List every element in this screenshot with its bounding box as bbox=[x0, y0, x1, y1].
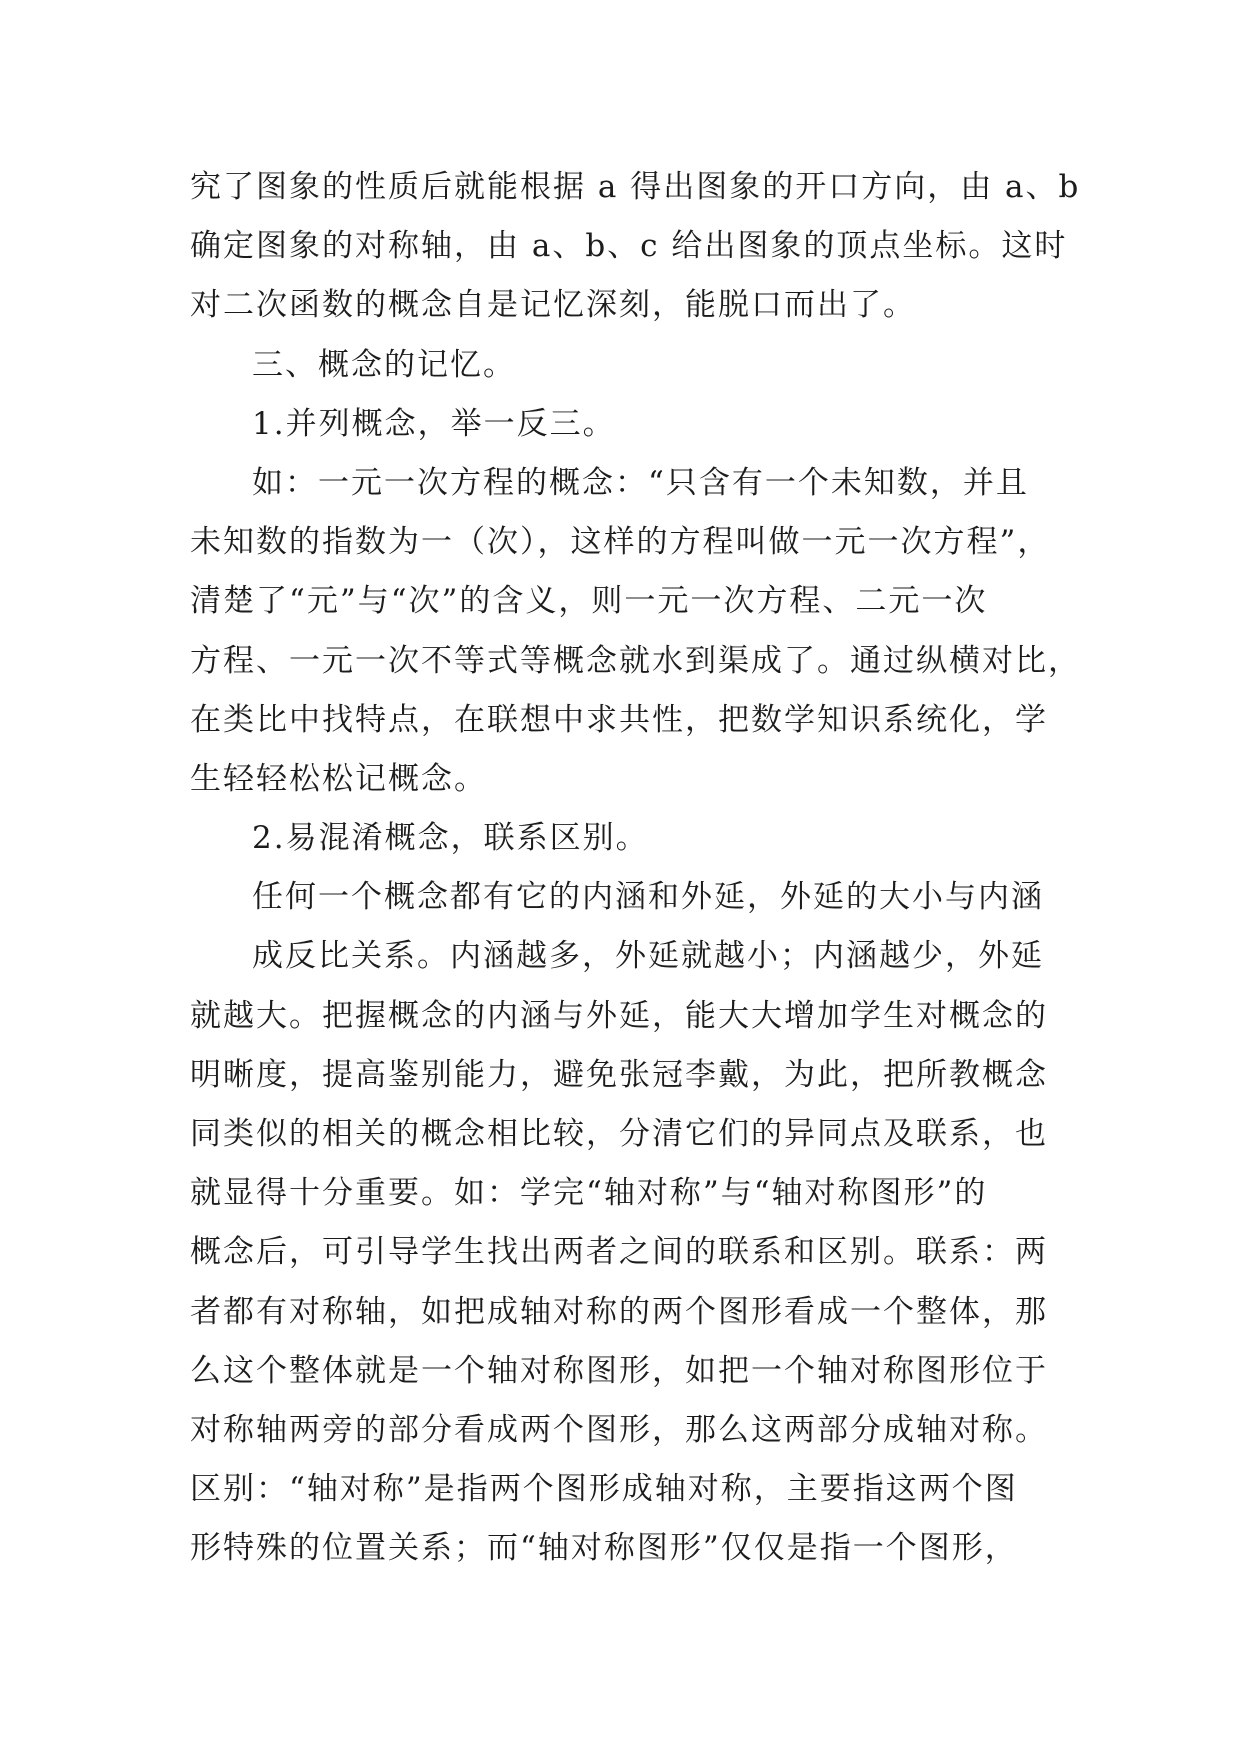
text-line: 1.并列概念，举一反三。 bbox=[252, 405, 616, 442]
text-line: 形特殊的位置关系；而“轴对称图形”仅仅是指一个图形， bbox=[190, 1530, 1018, 1567]
text-line: 区别：“轴对称”是指两个图形成轴对称，主要指这两个图 bbox=[190, 1471, 1018, 1508]
text-line: 清楚了“元”与“次”的含义，则一元一次方程、二元一次 bbox=[190, 583, 988, 620]
text-line: 对称轴两旁的部分看成两个图形，那么这两部分成轴对称。 bbox=[190, 1411, 1048, 1448]
text-line: 对二次函数的概念自是记忆深刻，能脱口而出了。 bbox=[190, 287, 916, 324]
text-line: 2.易混淆概念，联系区别。 bbox=[252, 820, 649, 857]
text-line: 方程、一元一次不等式等概念就水到渠成了。通过纵横对比， bbox=[190, 642, 1081, 679]
text-line: 概念后，可引导学生找出两者之间的联系和区别。联系：两 bbox=[190, 1234, 1048, 1271]
text-line: 就越大。把握概念的内涵与外延，能大大增加学生对概念的 bbox=[190, 997, 1048, 1034]
text-line: 确定图象的对称轴，由 a、b、c 给出图象的顶点坐标。这时 bbox=[190, 228, 1068, 265]
text-line: 生轻轻松松记概念。 bbox=[190, 760, 487, 797]
text-line: 在类比中找特点，在联想中求共性，把数学知识系统化，学 bbox=[190, 701, 1048, 738]
text-line: 任何一个概念都有它的内涵和外延，外延的大小与内涵 bbox=[252, 879, 1044, 916]
text-line: 么这个整体就是一个轴对称图形，如把一个轴对称图形位于 bbox=[190, 1352, 1048, 1389]
text-line: 三、概念的记忆。 bbox=[252, 346, 516, 383]
text-line: 就显得十分重要。如：学完“轴对称”与“轴对称图形”的 bbox=[190, 1175, 988, 1212]
text-line: 如：一元一次方程的概念：“只含有一个未知数，并且 bbox=[252, 464, 1029, 501]
document-body bbox=[190, 158, 1081, 1579]
text-line: 成反比关系。内涵越多，外延就越小；内涵越少，外延 bbox=[252, 938, 1044, 975]
text-line: 未知数的指数为一（次），这样的方程叫做一元一次方程”， bbox=[190, 524, 1051, 561]
text-line: 究了图象的性质后就能根据 a 得出图象的开口方向，由 a、b bbox=[190, 169, 1081, 205]
text-line: 明晰度，提高鉴别能力，避免张冠李戴，为此，把所教概念 bbox=[190, 1056, 1048, 1093]
text-line: 者都有对称轴，如把成轴对称的两个图形看成一个整体，那 bbox=[190, 1293, 1048, 1330]
text-line: 同类似的相关的概念相比较，分清它们的异同点及联系，也 bbox=[190, 1116, 1048, 1152]
